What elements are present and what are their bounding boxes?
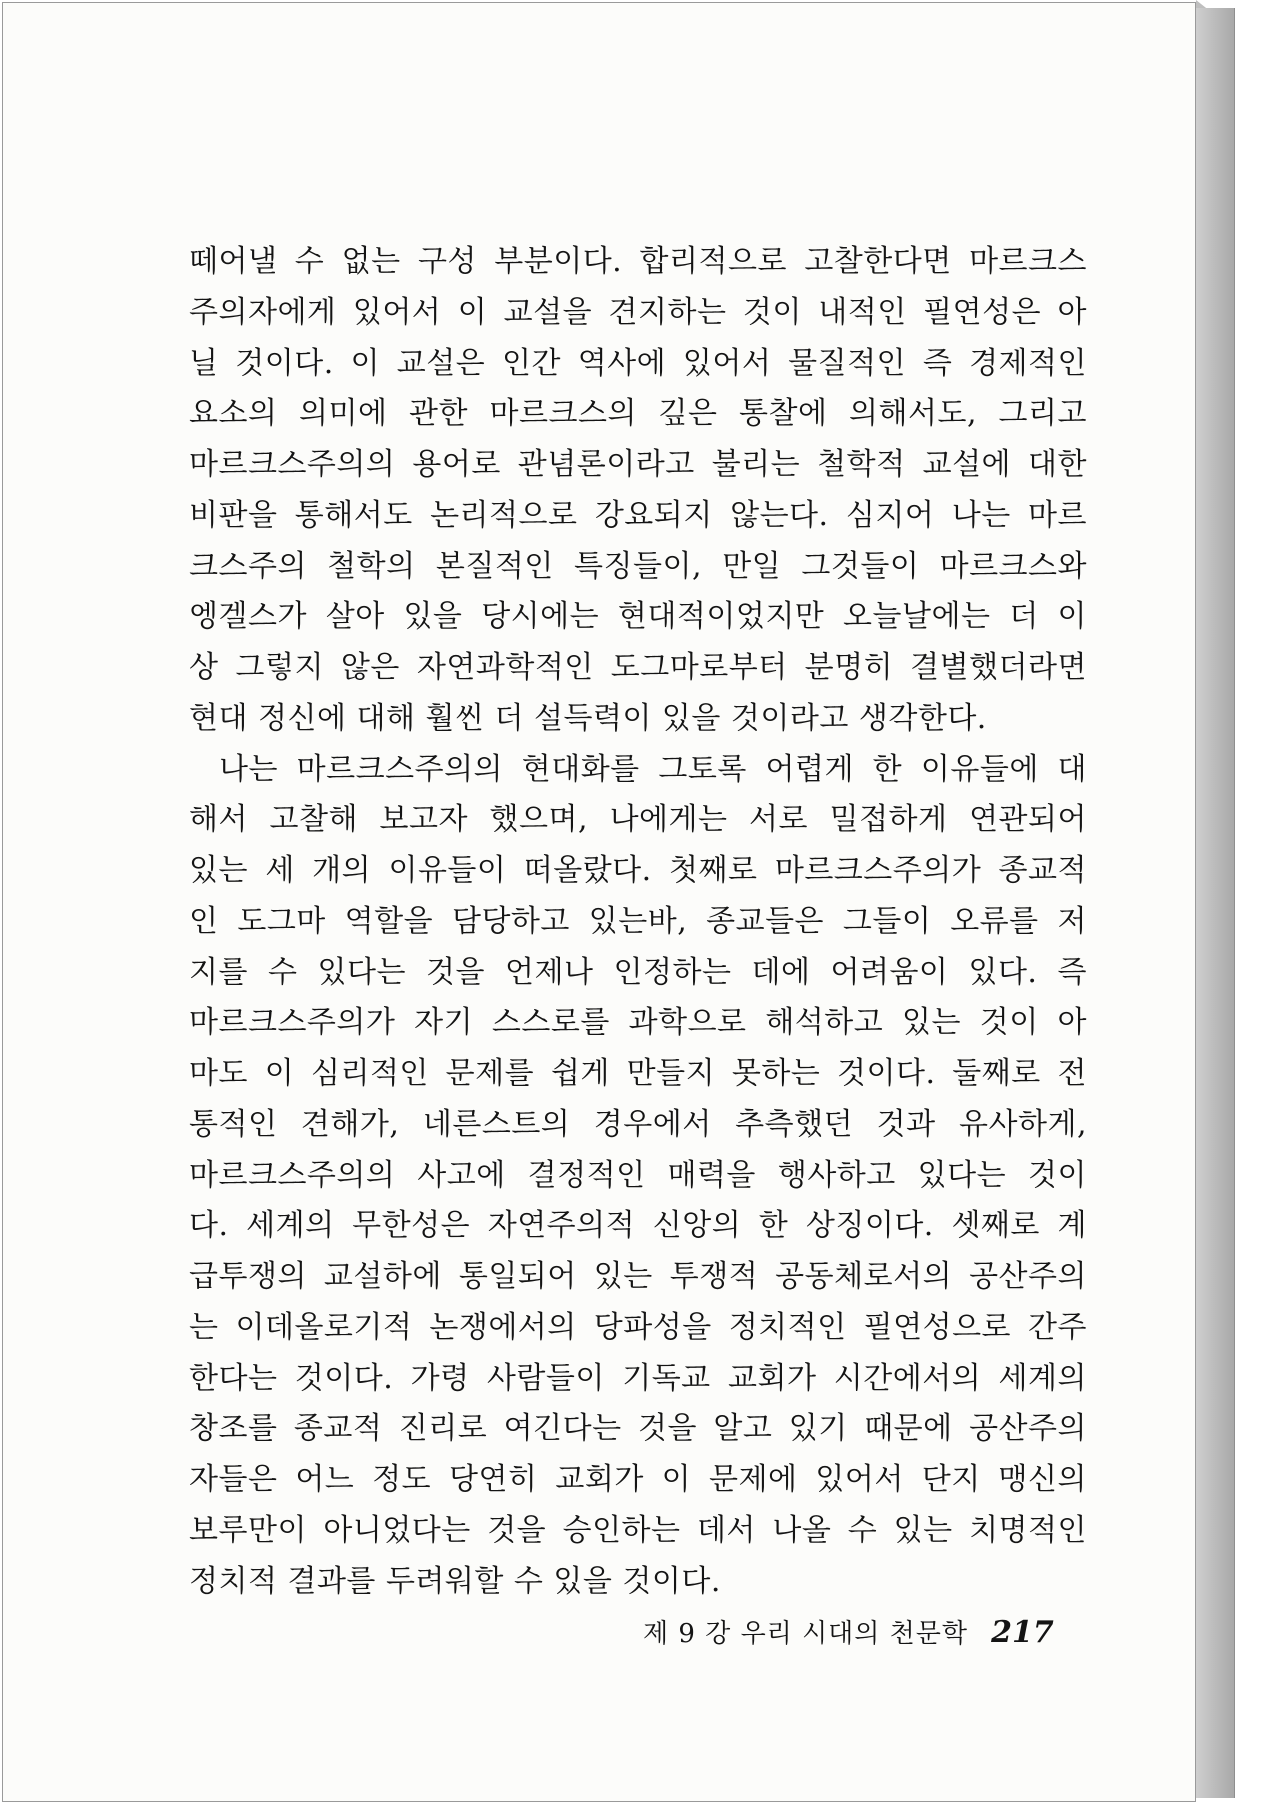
text-line: 상 그렇지 않은 자연과학적인 도그마로부터 분명히 결별했더라면	[189, 650, 1087, 685]
text-line: 한다는 것이다. 가령 사람들이 기독교 교회가 시간에서의 세계의	[189, 1360, 1087, 1396]
page-stack-side-edge	[1196, 8, 1235, 1798]
book-page	[2, 2, 1196, 1802]
text-line: 인 도그마 역할을 담당하고 있는바, 종교들은 그들이 오류를 저	[189, 903, 1087, 939]
text-line: 닐 것이다. 이 교설은 인간 역사에 있어서 물질적인 즉 경제적인	[189, 345, 1087, 381]
text-line: 있는 세 개의 이유들이 떠올랐다. 첫째로 마르크스주의가 종교적	[189, 853, 1087, 888]
text-line: 마르크스주의의 용어로 관념론이라고 불리는 철학적 교설에 대한	[189, 447, 1087, 482]
text-line: 정치적 결과를 두려워할 수 있을 것이다.	[189, 1563, 721, 1599]
text-line: 현대 정신에 대해 훨씬 더 설득력이 있을 것이라고 생각한다.	[189, 700, 987, 736]
page-footer	[643, 1613, 1083, 1653]
text-line: 주의자에게 있어서 이 교설을 견지하는 것이 내적인 필연성은 아	[189, 294, 1087, 330]
text-line: 비판을 통해서도 논리적으로 강요되지 않는다. 심지어 나는 마르	[189, 497, 1087, 533]
text-line: 해서 고찰해 보고자 했으며, 나에게는 서로 밀접하게 연관되어	[189, 802, 1087, 838]
text-line: 급투쟁의 교설하에 통일되어 있는 투쟁적 공동체로서의 공산주의	[189, 1259, 1087, 1294]
page-number: 217	[991, 1615, 1054, 1650]
text-line: 마르크스주의의 사고에 결정적인 매력을 행사하고 있다는 것이	[189, 1157, 1087, 1193]
text-line: 다. 세계의 무한성은 자연주의적 신앙의 한 상징이다. 셋째로 계	[189, 1208, 1087, 1244]
text-line: 보루만이 아니었다는 것을 승인하는 데서 나올 수 있는 치명적인	[189, 1512, 1087, 1548]
running-head: 제 9 강 우리 시대의 천문학	[643, 1619, 969, 1649]
text-line: 통적인 견해가, 네른스트의 경우에서 추측했던 것과 유사하게,	[189, 1106, 1087, 1142]
paragraph-1	[189, 237, 1087, 745]
text-line: 자들은 어느 정도 당연히 교회가 이 문제에 있어서 단지 맹신의	[189, 1462, 1087, 1497]
text-line: 크스주의 철학의 본질적인 특징들이, 만일 그것들이 마르크스와	[189, 548, 1087, 584]
paragraph-2	[189, 745, 1087, 1608]
text-line: 지를 수 있다는 것을 언제나 인정하는 데에 어려움이 있다. 즉	[189, 954, 1087, 990]
text-line: 창조를 종교적 진리로 여긴다는 것을 알고 있기 때문에 공산주의	[189, 1411, 1087, 1447]
text-line: 마르크스주의가 자기 스스로를 과학으로 해석하고 있는 것이 아	[189, 1005, 1087, 1041]
text-line: 떼어낼 수 없는 구성 부분이다. 합리적으로 고찰한다면 마르크스	[189, 244, 1087, 279]
text-line: 요소의 의미에 관한 마르크스의 깊은 통찰에 의해서도, 그리고	[189, 396, 1087, 432]
text-line: 엥겔스가 살아 있을 당시에는 현대적이었지만 오늘날에는 더 이	[189, 599, 1087, 635]
text-line: 마도 이 심리적인 문제를 쉽게 만들지 못하는 것이다. 둘째로 전	[189, 1056, 1087, 1091]
body-text	[189, 237, 1087, 1607]
text-line: 나는 마르크스주의의 현대화를 그토록 어렵게 한 이유들에 대	[219, 751, 1087, 787]
text-line: 는 이데올로기적 논쟁에서의 당파성을 정치적인 필연성으로 간주	[189, 1309, 1087, 1345]
